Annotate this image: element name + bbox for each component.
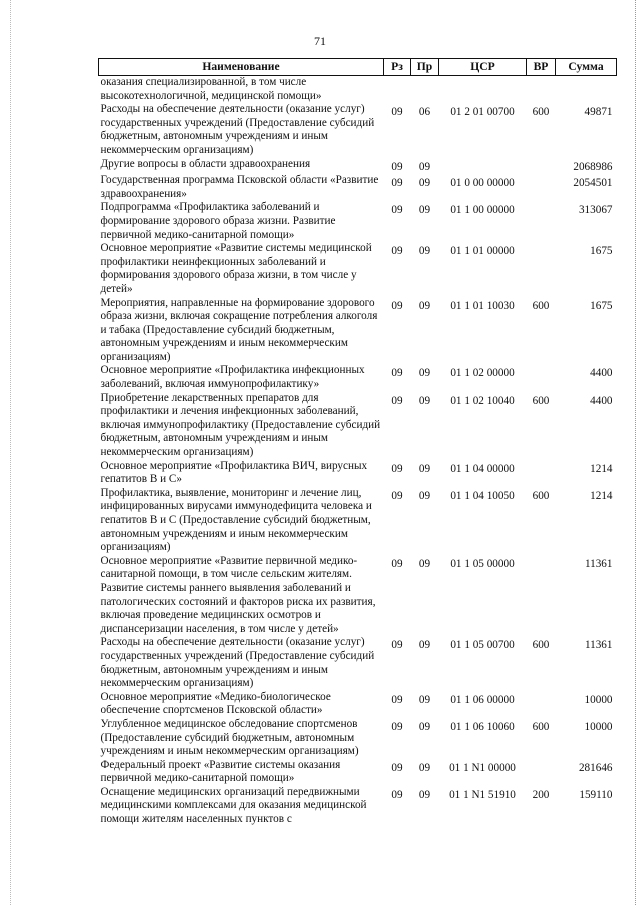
cell-pr: 09: [418, 394, 431, 407]
cell-name: Расходы на обеспечение деятельности (оказание услуг) государственных учреждений (Предоставление субсидий бюджетным, автономным учреждениям и иным некоммерческим организациям): [100, 636, 375, 690]
cell-rz: 09: [391, 639, 403, 652]
cell-rz: 09: [391, 761, 403, 774]
cell-sum: 1675: [590, 245, 613, 258]
cell-pr: 09: [418, 557, 431, 570]
cell-sum: 2054501: [573, 177, 613, 190]
cell-csr: 01 1 01 10030: [450, 299, 515, 312]
cell-rz: 09: [391, 204, 403, 217]
table-row: [99, 487, 617, 555]
cell-name: Другие вопросы в области здравоохранения: [100, 157, 311, 170]
scan-edge-left: [10, 0, 12, 905]
cell-name: Мероприятия, направленные на формирование здорового образа жизни, включая сокращение потребления алкоголя и табака (Предоставление субсидий бюджетным, автономным учреждениям и иным некоммерческим организациям): [100, 296, 378, 363]
cell-rz: 09: [391, 245, 403, 258]
cell-vr: [527, 555, 556, 637]
cell-vr: [527, 759, 556, 786]
cell-name: Основное мероприятие «Профилактика инфекционных заболеваний, включая иммунопрофилактику»: [100, 364, 365, 391]
table-header: [99, 59, 617, 76]
cell-pr: 09: [418, 177, 431, 190]
table-row: [99, 718, 617, 759]
cell-rz: 09: [391, 720, 403, 733]
cell-vr: [527, 364, 556, 391]
cell-vr: 600: [532, 299, 550, 312]
cell-pr: 09: [418, 788, 431, 801]
cell-name: Оснащение медицинских организаций передвижными медицинскими комплексами для оказания медицинской помощи жителям населенных пунктов с: [100, 785, 367, 826]
cell-vr: [527, 158, 556, 175]
cell-sum: 159110: [579, 788, 613, 801]
cell-csr: 01 1 00 00000: [450, 204, 515, 217]
cell-pr: [411, 76, 439, 104]
cell-csr: 01 1 02 00000: [450, 367, 515, 380]
table-body: [99, 76, 617, 827]
table-row: [99, 158, 617, 175]
cell-rz: 09: [391, 788, 403, 801]
header-name: Наименование: [99, 59, 384, 76]
cell-sum: 1675: [590, 299, 613, 312]
cell-vr: [527, 174, 556, 201]
cell-sum: 2068986: [573, 160, 613, 173]
cell-csr: 01 1 04 10050: [450, 489, 515, 502]
cell-name: Расходы на обеспечение деятельности (оказание услуг) государственных учреждений (Предоставление субсидий бюджетным, автономным учреждениям и иным некоммерческим организациям): [100, 103, 375, 156]
cell-pr: 09: [418, 639, 431, 652]
header-csr: ЦСР: [439, 59, 527, 76]
cell-name: Основное мероприятие «Профилактика ВИЧ, вирусных гепатитов В и С»: [100, 459, 368, 486]
cell-name: оказания специализированной, в том числе высокотехнологичной, медицинской помощи»: [100, 76, 322, 102]
table-row: [99, 691, 617, 718]
cell-rz: 09: [391, 367, 403, 380]
cell-pr: 09: [418, 462, 431, 475]
budget-table: [98, 58, 617, 827]
cell-sum: 4400: [590, 394, 613, 407]
cell-rz: 09: [391, 106, 403, 119]
cell-vr: 600: [532, 639, 550, 652]
cell-sum: 10000: [584, 720, 613, 733]
cell-sum: 281646: [578, 761, 613, 774]
cell-name: Подпрограмма «Профилактика заболеваний и формирование здорового образа жизни. Развитие первичной медико-санитарной помощи»: [100, 201, 336, 241]
cell-name: Приобретение лекарственных препаратов для профилактики и лечения инфекционных заболеваний, включая иммунопрофилактику (Предоставление субсидий бюджетным, автономным учреждениям и иным некоммерческим организациям): [100, 391, 381, 459]
table-row: [99, 242, 617, 296]
cell-name: Основное мероприятие «Развитие системы медицинской профилактики неинфекционных заболеваний и формирования здорового образа жизни, в том числе у детей»: [100, 242, 372, 295]
cell-sum: 313067: [578, 204, 613, 217]
cell-name: Основное мероприятие «Развитие первичной медико-санитарной помощи, в том числе сельским жителям. Развитие системы раннего выявления заболеваний и патологических состояний и факторов риска их развития, включая проведение медицинских осмотров и диспансеризации населения, в том числе у детей»: [100, 554, 376, 635]
table-row: [99, 759, 617, 786]
cell-rz: 09: [391, 177, 403, 190]
cell-rz: 09: [391, 394, 403, 407]
cell-vr: 600: [532, 489, 550, 502]
cell-csr: 01 2 01 00700: [450, 106, 515, 119]
table-row: [99, 786, 617, 827]
cell-pr: 09: [418, 204, 431, 217]
cell-pr: 09: [418, 489, 431, 502]
table-row: [99, 174, 617, 201]
table-row: [99, 364, 617, 391]
cell-csr: [439, 158, 527, 175]
cell-csr: 01 1 05 00000: [450, 557, 515, 570]
cell-csr: 01 1 02 10040: [450, 394, 515, 407]
cell-csr: 01 1 N1 51910: [449, 788, 516, 801]
cell-vr: [527, 76, 556, 104]
cell-sum: [556, 76, 617, 104]
cell-name: Углубленное медицинское обследование спортсменов (Предоставление субсидий бюджетным, автономным учреждениям и иным некоммерческим организациям): [100, 717, 359, 758]
cell-vr: 600: [532, 394, 550, 407]
cell-csr: 01 1 06 00000: [450, 693, 515, 706]
cell-rz: 09: [391, 693, 403, 706]
cell-pr: 09: [418, 761, 431, 774]
cell-csr: 01 0 00 00000: [450, 177, 515, 190]
cell-rz: 09: [391, 299, 403, 312]
table-row: [99, 297, 617, 365]
cell-vr: 200: [532, 788, 550, 801]
cell-sum: 11361: [584, 639, 613, 652]
header-pr: Пр: [411, 59, 439, 76]
cell-pr: 09: [418, 367, 431, 380]
cell-csr: 01 1 06 10060: [450, 720, 515, 733]
cell-sum: 1214: [590, 462, 613, 475]
cell-csr: 01 1 04 00000: [450, 462, 515, 475]
cell-rz: [384, 76, 411, 104]
header-sum: Сумма: [556, 59, 617, 76]
cell-sum: 1214: [590, 489, 613, 502]
cell-pr: 09: [418, 160, 431, 173]
cell-csr: 01 1 N1 00000: [449, 761, 516, 774]
cell-vr: [527, 242, 556, 296]
cell-csr: [439, 76, 527, 104]
cell-pr: 09: [418, 299, 431, 312]
cell-vr: [527, 691, 556, 718]
cell-pr: 06: [418, 106, 431, 119]
cell-pr: 09: [418, 693, 431, 706]
cell-rz: 09: [391, 160, 403, 173]
cell-vr: [527, 201, 556, 242]
cell-vr: 600: [532, 106, 550, 119]
table-row: [99, 76, 617, 104]
cell-name: Государственная программа Псковской области «Развитие здравоохранения»: [100, 174, 379, 200]
cell-pr: 09: [418, 245, 431, 258]
cell-vr: 600: [532, 720, 550, 733]
cell-pr: 09: [418, 720, 431, 733]
cell-vr: [527, 460, 556, 487]
header-vr: ВР: [527, 59, 556, 76]
table-row: [99, 555, 617, 637]
table-row: [99, 201, 617, 242]
table-row: [99, 636, 617, 690]
cell-sum: 10000: [584, 693, 613, 706]
cell-rz: 09: [391, 557, 403, 570]
cell-name: Федеральный проект «Развитие системы оказания первичной медико-санитарной помощи»: [100, 758, 341, 785]
cell-name: Основное мероприятие «Медико-биологическое обеспечение спортсменов Псковской области»: [100, 690, 331, 717]
table-row: [99, 460, 617, 487]
cell-name: Профилактика, выявление, мониторинг и лечение лиц, инфицированных вирусами иммунодефицита человека и гепатитов В и С (Предоставление субсидий бюджетным, автономным учреждениям и иным некоммерческим организациям): [100, 486, 372, 554]
table-row: [99, 392, 617, 460]
page-number: 71: [314, 34, 326, 48]
scan-edge-right: [635, 0, 637, 905]
header-rz: Рз: [384, 59, 411, 76]
table-row: [99, 103, 617, 157]
cell-sum: 49871: [584, 106, 613, 119]
cell-sum: 4400: [590, 367, 613, 380]
cell-rz: 09: [391, 462, 403, 475]
cell-sum: 11361: [584, 557, 613, 570]
cell-rz: 09: [391, 489, 403, 502]
cell-csr: 01 1 01 00000: [450, 245, 515, 258]
cell-csr: 01 1 05 00700: [450, 639, 515, 652]
